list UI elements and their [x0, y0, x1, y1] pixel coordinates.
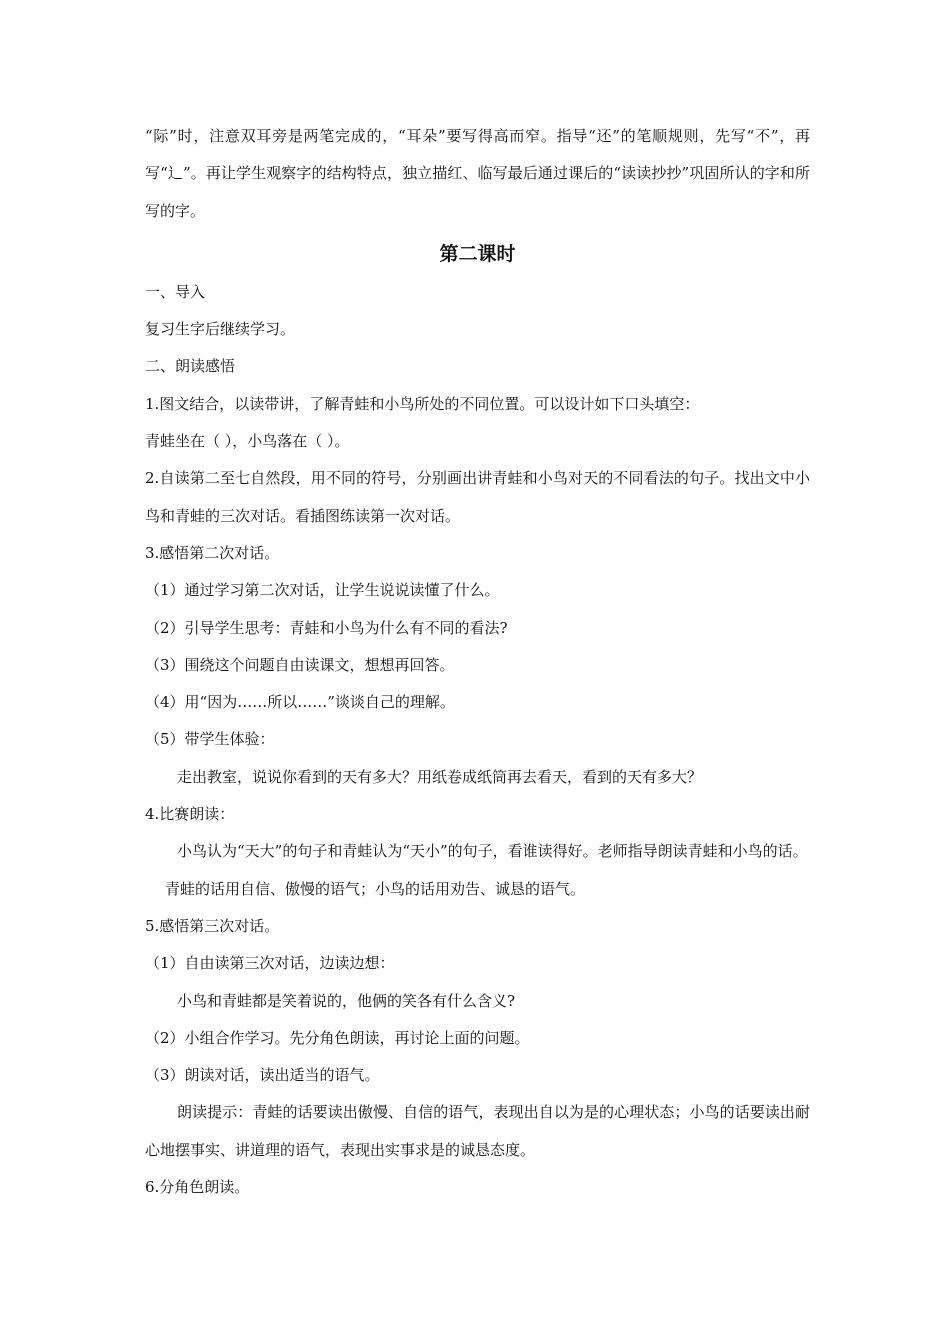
step-5-item-2: （2）小组合作学习。先分角色朗读，再讨论上面的问题。: [145, 1028, 530, 1047]
paragraph-review: 复习生字后继续学习。: [145, 320, 296, 339]
document-page: [145, 118, 810, 1206]
fill-blank-line: 青蛙坐在（ ），小鸟落在（ ）。: [145, 432, 350, 451]
intro-paragraph: “际”时，注意双耳旁是两笔完成的，“耳朵”要写得高而窄。指导“还”的笔顺规则，先写“不”，再写“辶”。再让学生观察字的结构特点，独立描红、临写最后通过课后的“读读抄抄”巩固所认的字和所写的字。: [145, 127, 810, 220]
step-3: 3.感悟第二次对话。: [145, 543, 280, 562]
reading-tip-paragraph: 朗读提示：青蛙的话要读出傲慢、自信的语气，表现出自以为是的心理状态；小鸟的话要读出耐心地摆事实、讲道理的语气，表现出实事求是的诚恳态度。: [145, 1103, 810, 1159]
step-3-item-3: （3）围绕这个问题自由读课文，想想再回答。: [145, 655, 455, 674]
section-title: 第二课时: [439, 242, 516, 265]
step-2: 2.自读第二至七自然段，用不同的符号，分别画出讲青蛙和小鸟对天的不同看法的句子。找出文中小鸟和青蛙的三次对话。看插图练读第一次对话。: [145, 469, 810, 525]
step-4: 4.比赛朗读：: [145, 805, 235, 824]
step-5-item-3: （3）朗读对话，读出适当的语气。: [145, 1066, 380, 1085]
heading-intro: 一、导入: [145, 282, 206, 301]
step-3-item-2: （2）引导学生思考：青蛙和小鸟为什么有不同的看法?: [145, 618, 508, 637]
experience-paragraph: 走出教室，说说你看到的天有多大？用纸卷成纸筒再去看天，看到的天有多大？: [177, 767, 703, 786]
step-3-item-1: （1）通过学习第二次对话，让学生说说读懂了什么。: [145, 581, 500, 600]
step-3-item-4: （4）用“因为……所以……”谈谈自己的理解。: [145, 693, 455, 712]
step-5: 5.感悟第三次对话。: [145, 916, 280, 935]
smile-question: 小鸟和青蛙都是笑着说的，他俩的笑各有什么含义?: [177, 991, 516, 1010]
contest-paragraph: 小鸟认为“天大”的句子和青蛙认为“天小”的句子，看谁读得好。老师指导朗读青蛙和小鸟的话。: [177, 842, 808, 861]
step-3-item-5: （5）带学生体验：: [145, 730, 275, 749]
tone-paragraph: 青蛙的话用自信、傲慢的语气；小鸟的话用劝告、诚恳的语气。: [165, 879, 586, 898]
heading-reading: 二、朗读感悟: [145, 357, 236, 376]
step-5-item-1: （1）自由读第三次对话，边读边想：: [145, 954, 395, 973]
step-1: 1.图文结合，以读带讲，了解青蛙和小鸟所处的不同位置。可以设计如下口头填空：: [145, 394, 700, 413]
step-6: 6.分角色朗读。: [145, 1178, 250, 1197]
